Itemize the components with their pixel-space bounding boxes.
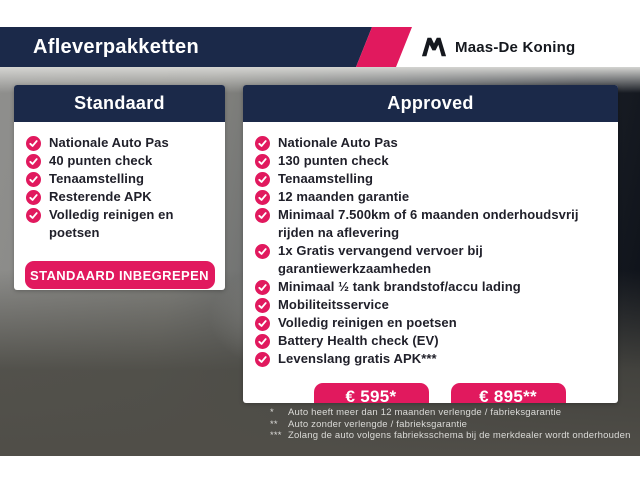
price-button-row xyxy=(243,383,618,403)
check-icon xyxy=(255,316,270,331)
package-list-item xyxy=(255,188,612,206)
package-item-label: Volledig reinigen en poetsen xyxy=(49,207,174,240)
maas-de-koning-m-icon xyxy=(421,37,447,57)
background-photo xyxy=(0,67,640,456)
package-item-label: 12 maanden garantie xyxy=(278,189,410,204)
check-icon xyxy=(26,190,41,205)
check-icon xyxy=(255,190,270,205)
package-list-item xyxy=(255,350,612,368)
package-list-item xyxy=(255,296,612,314)
price-button[interactable]: € 895** xyxy=(451,383,566,403)
page-title: Afleverpakketten xyxy=(33,36,199,58)
package-item-label: Nationale Auto Pas xyxy=(278,135,398,150)
check-icon xyxy=(255,334,270,349)
check-icon xyxy=(255,298,270,313)
footnote-row xyxy=(270,407,631,419)
package-list-item xyxy=(26,134,219,152)
package-list-item xyxy=(255,332,612,350)
package-list-item xyxy=(26,188,219,206)
package-list-item xyxy=(26,152,219,170)
standard-included-button[interactable]: STANDAARD INBEGREPEN xyxy=(25,261,215,289)
package-list-item xyxy=(255,278,612,296)
package-list-item xyxy=(26,206,219,242)
package-item-label: Volledig reinigen en poetsen xyxy=(278,315,457,330)
package-item-label: Tenaamstelling xyxy=(49,171,145,186)
package-list-item xyxy=(255,152,612,170)
check-icon xyxy=(26,154,41,169)
package-item-label: Minimaal 7.500km of 6 maanden onderhoudsvrij rijden na aflevering xyxy=(278,207,579,240)
check-icon xyxy=(26,136,41,151)
approved-package-list xyxy=(243,122,618,368)
approved-package-card xyxy=(243,85,618,403)
brand-name: Maas-De Koning xyxy=(455,38,576,56)
footnote-row xyxy=(270,430,631,442)
package-list-item xyxy=(255,134,612,152)
check-icon xyxy=(255,208,270,223)
check-icon xyxy=(255,244,270,259)
footnote-marker: *** xyxy=(270,430,282,441)
check-icon xyxy=(255,154,270,169)
footnote-text: Auto zonder verlengde / fabrieksgarantie xyxy=(288,418,468,430)
package-item-label: Levenslang gratis APK*** xyxy=(278,351,437,366)
standard-package-title: Standaard xyxy=(14,85,225,122)
footnotes xyxy=(270,407,631,442)
standard-package-list xyxy=(14,122,225,242)
package-item-label: Mobiliteitsservice xyxy=(278,297,389,312)
package-list-item xyxy=(26,170,219,188)
package-list-item xyxy=(255,206,612,242)
package-item-label: 130 punten check xyxy=(278,153,389,168)
package-item-label: 1x Gratis vervangend vervoer bij garantiewerkzaamheden xyxy=(278,243,483,276)
package-list-item xyxy=(255,314,612,332)
check-icon xyxy=(26,172,41,187)
check-icon xyxy=(255,280,270,295)
footnote-marker: * xyxy=(270,407,274,418)
footnote-marker: ** xyxy=(270,418,278,430)
brand-logo xyxy=(421,27,575,67)
check-icon xyxy=(255,172,270,187)
package-item-label: Resterende APK xyxy=(49,189,152,204)
header-bar xyxy=(0,27,640,67)
price-button[interactable]: € 595* xyxy=(314,383,429,403)
check-icon xyxy=(255,352,270,367)
bottom-white-strip xyxy=(0,456,640,480)
approved-package-title: Approved xyxy=(243,85,618,122)
standard-package-card xyxy=(14,85,225,290)
package-list-item xyxy=(255,242,612,278)
package-item-label: Battery Health check (EV) xyxy=(278,333,439,348)
package-item-label: Tenaamstelling xyxy=(278,171,374,186)
check-icon xyxy=(255,136,270,151)
check-icon xyxy=(26,208,41,223)
footnote-text: Zolang de auto volgens fabrieksschema bij de merkdealer wordt onderhouden xyxy=(288,430,631,441)
package-item-label: Minimaal ½ tank brandstof/accu lading xyxy=(278,279,521,294)
footnote-text: Auto heeft meer dan 12 maanden verlengde / fabrieksgarantie xyxy=(288,407,562,418)
package-item-label: Nationale Auto Pas xyxy=(49,135,169,150)
package-item-label: 40 punten check xyxy=(49,153,153,168)
footnote-row xyxy=(270,419,631,431)
package-list-item xyxy=(255,170,612,188)
